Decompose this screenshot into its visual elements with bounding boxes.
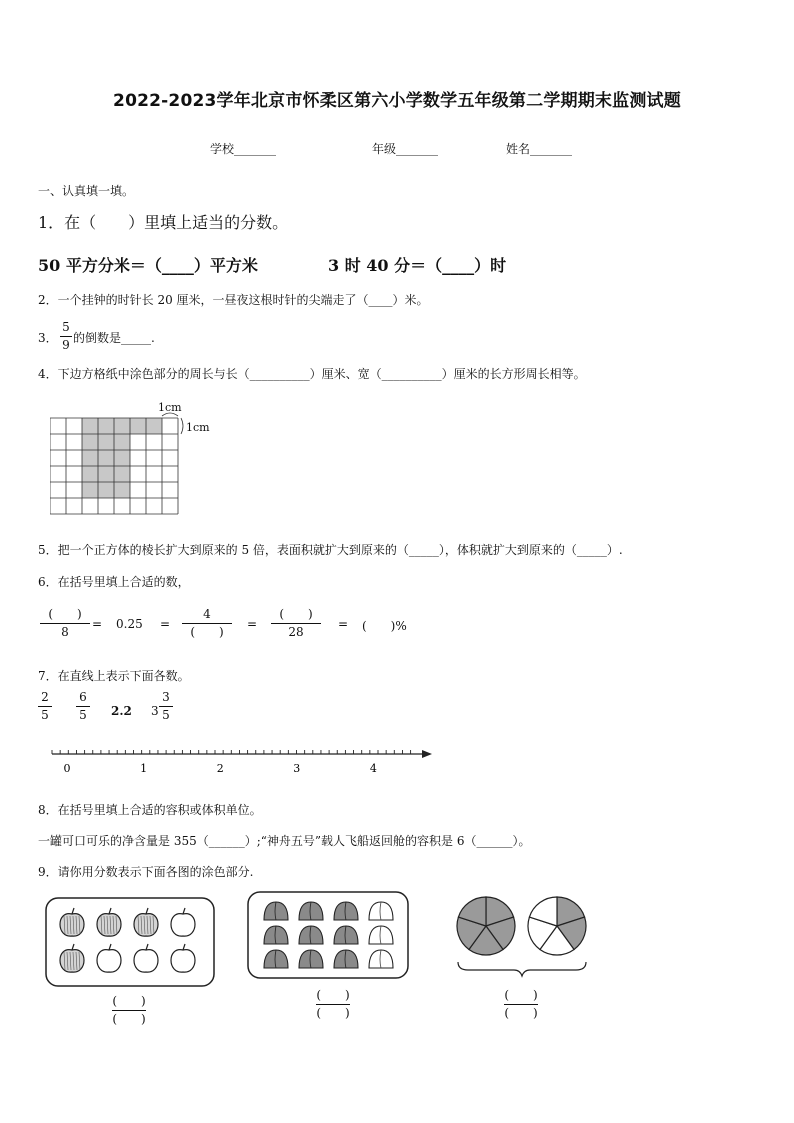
grid-height-label: 1cm bbox=[186, 421, 210, 434]
school-field: 学校_______ bbox=[210, 142, 277, 156]
apple-icon bbox=[171, 908, 195, 936]
percent-blank: ( )% bbox=[362, 619, 407, 633]
apple-icon bbox=[60, 944, 84, 972]
q6-fraction-2 bbox=[182, 607, 232, 640]
number-3-3-5 bbox=[159, 690, 173, 723]
fraction-numerator: ( ) bbox=[316, 988, 350, 1002]
grade-field: 年级_______ bbox=[372, 142, 439, 156]
peach-icon bbox=[369, 902, 393, 920]
peach-icon bbox=[369, 950, 393, 968]
fraction-numerator: 6 bbox=[79, 690, 87, 704]
fraction-numerator: 2 bbox=[41, 690, 49, 704]
peach-icon bbox=[299, 926, 323, 944]
fraction-numerator: ( ) bbox=[504, 988, 538, 1002]
apple-icon bbox=[60, 908, 84, 936]
question-5: 5．把一个正方体的棱长扩大到原来的 5 倍，表面积就扩大到原来的（_____），体积就扩大到原来的（_____）. bbox=[38, 543, 623, 557]
name-field: 姓名_______ bbox=[506, 142, 573, 156]
question-2: 2．一个挂钟的时针长 20 厘米，一昼夜这根时针的尖端走了（____）米。 bbox=[38, 293, 429, 307]
fraction-numerator: 4 bbox=[203, 607, 211, 621]
apple-icon bbox=[134, 908, 158, 936]
peach-icon bbox=[299, 902, 323, 920]
peach-icon bbox=[334, 950, 358, 968]
peach-icon bbox=[264, 902, 288, 920]
q6-fraction-1 bbox=[40, 607, 90, 640]
circle-answer bbox=[504, 988, 538, 1021]
number-2-5 bbox=[38, 690, 52, 723]
fraction-denominator: 5 bbox=[79, 708, 87, 722]
fraction-denominator: ( ) bbox=[316, 1006, 350, 1020]
tick-label: 2 bbox=[216, 762, 224, 775]
apple-icon bbox=[134, 944, 158, 972]
equals-sign: = bbox=[338, 617, 349, 631]
fraction-numerator: 5 bbox=[62, 320, 70, 334]
number-2-2: 2.2 bbox=[111, 704, 132, 718]
question-3-fraction bbox=[60, 320, 72, 353]
fraction-numerator: ( ) bbox=[112, 994, 146, 1008]
peach-icon bbox=[369, 926, 393, 944]
circle-picture bbox=[452, 890, 592, 990]
apple-icon bbox=[97, 944, 121, 972]
equals-sign: = bbox=[92, 617, 103, 631]
question-8-text: 一罐可口可乐的净含量是 355（______）;“神舟五号”载人飞船返回舱的容积是 6（______）。 bbox=[38, 834, 531, 848]
question-8-heading: 8．在括号里填上合适的容积或体积单位。 bbox=[38, 803, 262, 817]
fraction-denominator: 9 bbox=[62, 338, 70, 352]
peach-icon bbox=[299, 950, 323, 968]
peach-answer bbox=[316, 988, 350, 1021]
question-3-text: 的倒数是_____. bbox=[73, 331, 155, 345]
grid-paper bbox=[50, 400, 230, 518]
equals-sign: = bbox=[247, 617, 258, 631]
fraction-numerator: ( ) bbox=[48, 607, 82, 621]
decimal-value: 0.25 bbox=[116, 617, 143, 631]
fraction-denominator: ( ) bbox=[504, 1006, 538, 1020]
question-1-heading: 1．在（ ）里填上适当的分数。 bbox=[38, 213, 289, 232]
peach-icon bbox=[334, 902, 358, 920]
tick-label: 4 bbox=[369, 762, 377, 775]
peach-icon bbox=[264, 950, 288, 968]
fraction-numerator: 3 bbox=[162, 690, 170, 704]
question-7-heading: 7．在直线上表示下面各数。 bbox=[38, 669, 190, 683]
tick-label: 1 bbox=[140, 762, 148, 775]
question-9-heading: 9．请你用分数表示下面各图的涂色部分. bbox=[38, 865, 254, 879]
page-title: 2022-2023学年北京市怀柔区第六小学数学五年级第二学期期末监测试题 bbox=[113, 91, 681, 111]
question-6-heading: 6．在括号里填上合适的数， bbox=[38, 575, 190, 589]
fraction-denominator: 5 bbox=[41, 708, 49, 722]
fraction-denominator: ( ) bbox=[190, 625, 224, 639]
fraction-denominator: ( ) bbox=[112, 1012, 146, 1026]
fraction-denominator: 28 bbox=[288, 625, 304, 639]
tick-label: 3 bbox=[293, 762, 301, 775]
fraction-numerator: ( ) bbox=[279, 607, 313, 621]
equals-sign: = bbox=[160, 617, 171, 631]
question-3-number: 3． bbox=[38, 331, 58, 345]
question-4: 4．下边方格纸中涂色部分的周长与长（__________）厘米、宽（__________）厘米的长方形周长相等。 bbox=[38, 367, 586, 381]
axis-arrow-icon bbox=[422, 750, 432, 758]
peach-icon bbox=[264, 926, 288, 944]
question-1-right: 3 时 40 分＝（____）时 bbox=[328, 256, 507, 275]
fraction-denominator: 5 bbox=[162, 708, 170, 722]
peach-picture bbox=[246, 890, 410, 982]
section-heading: 一、认真填一填。 bbox=[38, 184, 135, 198]
shaded-cells bbox=[82, 418, 162, 498]
tick-label: 0 bbox=[63, 762, 71, 775]
apple-answer bbox=[112, 994, 146, 1027]
q6-fraction-3 bbox=[271, 607, 321, 640]
peach-icon bbox=[334, 926, 358, 944]
number-6-5 bbox=[76, 690, 90, 723]
fraction-denominator: 8 bbox=[61, 625, 69, 639]
question-1-left: 50 平方分米＝（____）平方米 bbox=[38, 256, 258, 275]
pie-icon bbox=[528, 897, 586, 955]
grid-width-label: 1cm bbox=[158, 401, 182, 414]
apple-icon bbox=[171, 944, 195, 972]
number-line bbox=[50, 744, 440, 780]
mixed-whole: 3 bbox=[151, 704, 159, 718]
pie-icon bbox=[457, 897, 515, 955]
apple-icon bbox=[97, 908, 121, 936]
apple-picture bbox=[44, 896, 216, 990]
